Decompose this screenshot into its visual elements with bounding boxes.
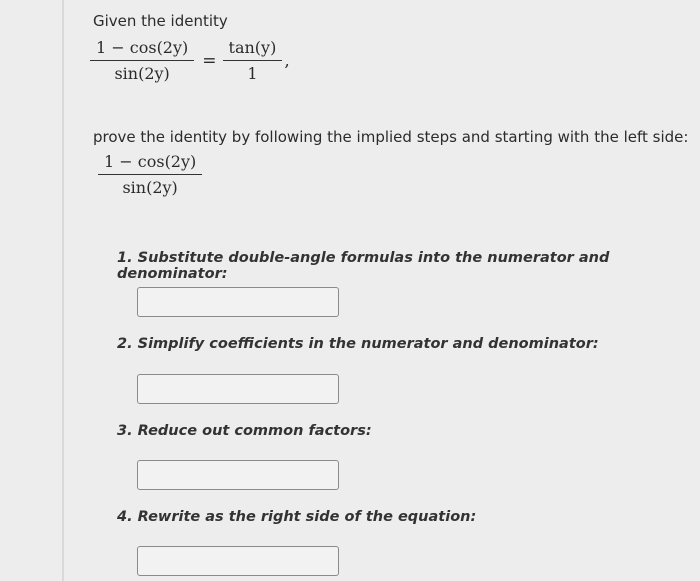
step-2-label: 2. Simplify coefficients in the numerator and denominator:	[117, 336, 599, 352]
instruction-text: prove the identity by following the implied steps and starting with the left side:	[93, 128, 689, 146]
identity-lhs-numerator: 1 − cos(2y)	[90, 38, 194, 61]
step-4-answer-input[interactable]	[137, 546, 339, 576]
step-1-answer-input[interactable]	[137, 287, 339, 317]
step-2-answer-input[interactable]	[137, 374, 339, 404]
identity-lhs-fraction	[90, 38, 194, 83]
identity-rhs-fraction	[223, 38, 283, 83]
identity-equation	[90, 38, 290, 83]
left-side-numerator: 1 − cos(2y)	[98, 152, 202, 175]
left-side-denominator: sin(2y)	[122, 178, 178, 197]
identity-lhs-denominator: sin(2y)	[114, 64, 170, 83]
intro-text: Given the identity	[93, 12, 228, 30]
identity-equals-sign: =	[202, 50, 217, 71]
step-4-label: 4. Rewrite as the right side of the equation:	[117, 509, 477, 525]
identity-trailing-comma: ,	[284, 50, 290, 71]
step-3-answer-input[interactable]	[137, 460, 339, 490]
left-side-fraction	[98, 152, 202, 197]
identity-rhs-numerator: tan(y)	[223, 38, 283, 61]
left-side-expression	[98, 152, 202, 197]
identity-rhs-denominator: 1	[247, 64, 258, 83]
step-3-label: 3. Reduce out common factors:	[117, 423, 372, 439]
step-1-label: 1. Substitute double-angle formulas into the numerator and denominator:	[117, 250, 610, 282]
left-border-rule	[62, 0, 64, 581]
